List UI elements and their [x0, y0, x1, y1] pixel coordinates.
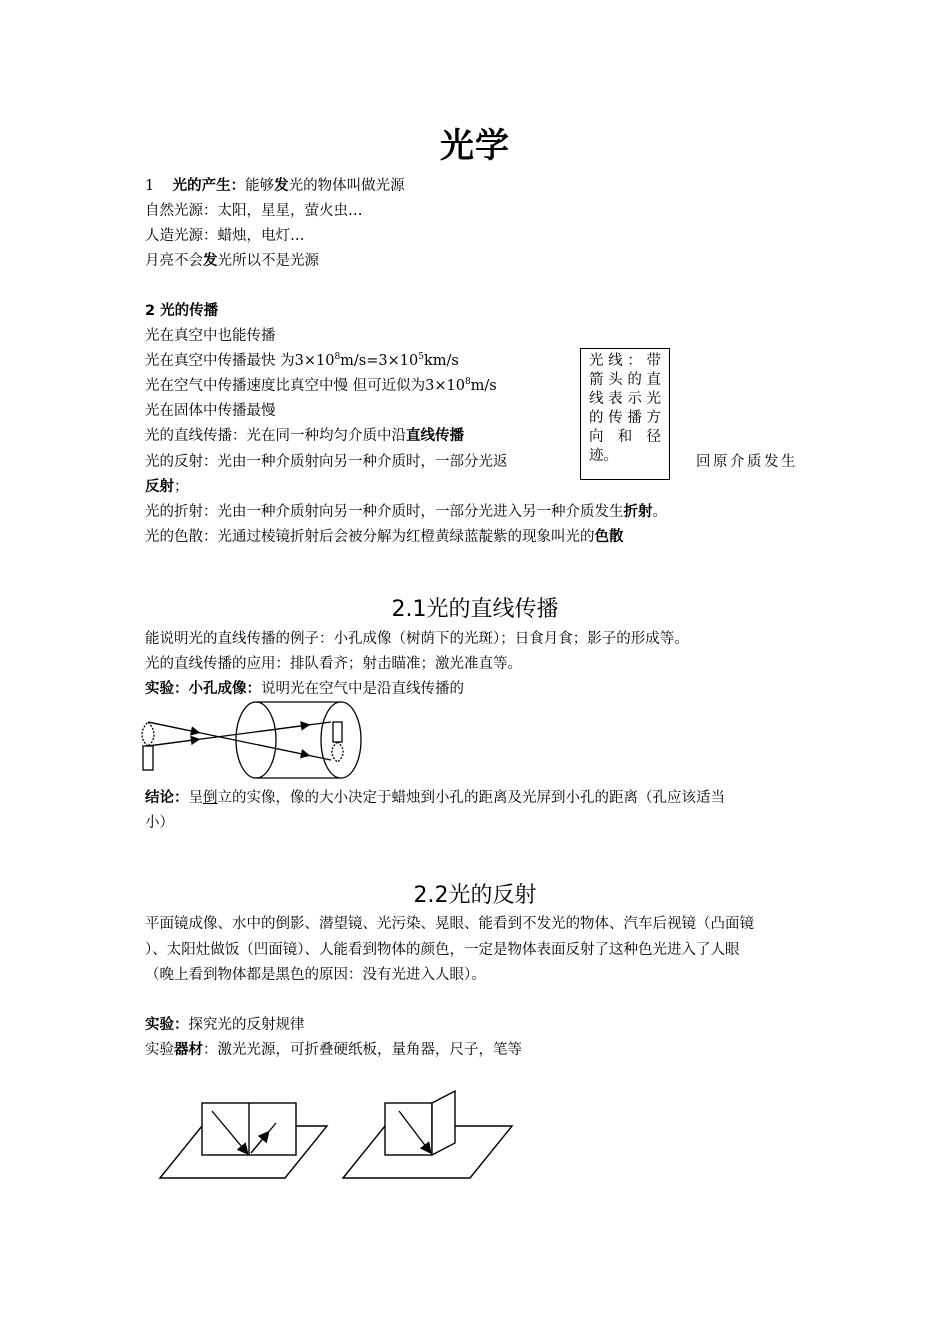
refraction-definition: [145, 502, 667, 522]
reflection-experiment-title: [145, 1015, 305, 1035]
pinhole-conclusion: [145, 788, 725, 808]
pinhole-conclusion-cont: 小）: [145, 815, 174, 831]
text-fragment: m/s: [470, 378, 497, 394]
bold-fragment: 实验：: [145, 681, 189, 697]
section-label: 光的产生：: [172, 178, 246, 194]
light-ray-callout: [580, 348, 670, 480]
section-2-heading: 2 光的传播: [145, 303, 219, 319]
text-fragment: 光的色散：光通过棱镜折射后会被分解为红橙黄绿蓝靛紫的现象叫光的: [145, 529, 595, 545]
callout-line: 的传播方: [589, 410, 661, 426]
bold-fragment: 色散: [594, 529, 624, 545]
pinhole-camera-diagram: [138, 700, 378, 786]
moon-note: [145, 251, 319, 271]
reflection-term: [145, 477, 189, 497]
text-fragment: 月亮不会: [145, 253, 203, 269]
text-fragment: km/s: [423, 353, 459, 369]
underlined-fragment: 倒: [203, 790, 218, 806]
callout-line: 线表示光: [589, 391, 661, 407]
speed-in-solid: 光在固体中传播最慢: [145, 403, 276, 419]
bold-fragment: 直线传播: [406, 428, 464, 444]
reflection-equipment: [145, 1040, 522, 1060]
straight-propagation: [145, 426, 464, 446]
reflection-definition-cont: 回原介质发生: [696, 454, 798, 470]
section-number: 1: [145, 178, 155, 194]
bold-fragment: 小孔成像：: [188, 681, 261, 697]
dispersion-definition: [145, 527, 624, 547]
pinhole-experiment-title: [145, 679, 464, 699]
straight-applications: 光的直线传播的应用：排队看齐；射击瞄准；激光准直等。: [145, 656, 522, 672]
vacuum-propagation: 光在真空中也能传播: [145, 328, 276, 344]
reflection-examples-1: 平面镜成像、水中的倒影、潜望镜、光污染、晃眼、能看到不发光的物体、汽车后视镜（凸面镜: [145, 916, 754, 932]
light-source-definition: [145, 176, 405, 196]
artificial-sources: 人造光源：蜡烛，电灯…: [145, 228, 305, 244]
bold-fragment: 结论：: [145, 790, 189, 806]
exponent: 5: [418, 352, 424, 363]
speed-in-air: [145, 376, 497, 396]
text-fragment: 实验: [145, 1042, 174, 1058]
bold-fragment: 发: [203, 253, 218, 269]
exponent: 8: [464, 377, 471, 388]
text-fragment: ：激光光源，可折叠硬纸板，量角器，尺子，笔等: [203, 1042, 522, 1058]
natural-sources: 自然光源：太阳，星星，萤火虫…: [145, 203, 363, 219]
bold-fragment: 器材: [174, 1042, 203, 1058]
callout-line: 向和径迹。: [589, 429, 661, 464]
bold-fragment: 发: [274, 178, 289, 194]
speed-in-vacuum: [145, 351, 459, 371]
bold-fragment: 反射: [145, 479, 174, 495]
bold-fragment: 折射: [623, 504, 653, 520]
callout-line: 箭头的直: [589, 372, 661, 388]
text-fragment: 。: [652, 504, 667, 520]
text-fragment: 探究光的反射规律: [188, 1017, 305, 1033]
exponent: 8: [334, 352, 341, 363]
text-fragment: 光的直线传播：光在同一种均匀介质中沿: [145, 428, 406, 444]
reflection-board-diagram: [150, 1085, 530, 1185]
text-fragment: 光所以不是光源: [217, 253, 319, 269]
text-fragment: 光的物体叫做光源: [288, 178, 405, 194]
straight-examples: 能说明光的直线传播的例子：小孔成像（树荫下的光斑）；日食月食；影子的形成等。: [145, 631, 689, 647]
text-fragment: ；: [174, 479, 189, 495]
section-2-2-heading: 2.2光的反射: [413, 883, 537, 908]
bold-fragment: 实验：: [145, 1017, 189, 1033]
section-2-1-heading: 2.1光的直线传播: [391, 597, 559, 622]
reflection-examples-2: ）、太阳灶做饭（凹面镜）、人能看到物体的颜色，一定是物体表面反射了这种色光进入了人眼: [145, 942, 740, 958]
page-title: 光学: [440, 126, 510, 166]
text-fragment: 光的折射：光由一种介质射向另一种介质时，一部分光进入另一种介质发生: [145, 504, 624, 520]
reflection-definition: 光的反射：光由一种介质射向另一种介质时，一部分光返: [145, 454, 508, 470]
text-fragment: 光在空气中传播速度比真空中慢 但可近似为3×10: [145, 378, 465, 394]
text-fragment: 立的实像，像的大小决定于蜡烛到小孔的距离及光屏到小孔的距离（孔应该适当: [217, 790, 725, 806]
text-fragment: m/s=3×10: [340, 353, 419, 369]
text-fragment: 说明光在空气中是沿直线传播的: [261, 681, 464, 697]
text-fragment: 光在真空中传播最快 为3×10: [145, 353, 335, 369]
text-fragment: 能够: [245, 178, 275, 194]
reflection-examples-3: （晚上看到物体都是黑色的原因：没有光进入人眼）。: [145, 967, 486, 983]
callout-line: 光线：带: [589, 353, 661, 369]
text-fragment: 呈: [188, 790, 203, 806]
